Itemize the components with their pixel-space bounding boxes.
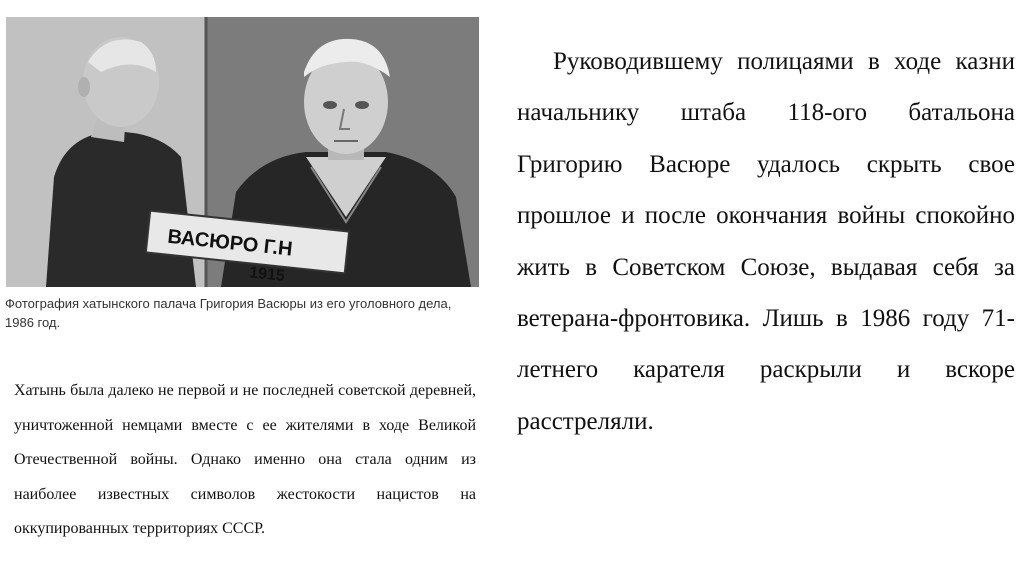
- left-paragraph: Хатынь была далеко не первой и не последней советской деревней, уничтоженной немцами вместе с ее жителями в ходе Великой Отечественной войны. Однако именно она стала одним из наиболее известных символов жестокости нацистов на оккупированных территориях СССР.: [14, 382, 476, 537]
- sign-number-text: 1915: [248, 264, 286, 286]
- sign-name-text: ВАСЮРО Г.Н: [166, 225, 294, 261]
- mugshot-photo: [6, 17, 479, 287]
- mugshot-illustration: [6, 17, 479, 287]
- right-paragraph: Руководившему полицаями в ходе казни начальнику штаба 118-ого батальона Григорию Васюре удалось скрыть свое прошлое и после окончания войны спокойно жить в Советском Союзе, выдавая себя за ветерана-фронтовика. Лишь в 1986 году 71-летнего карателя раскрыли и вскоре расстреляли.: [517, 48, 1015, 435]
- photo-caption: Фотография хатынского палача Григория Васюры из его уголовного дела, 1986 год.: [5, 296, 452, 330]
